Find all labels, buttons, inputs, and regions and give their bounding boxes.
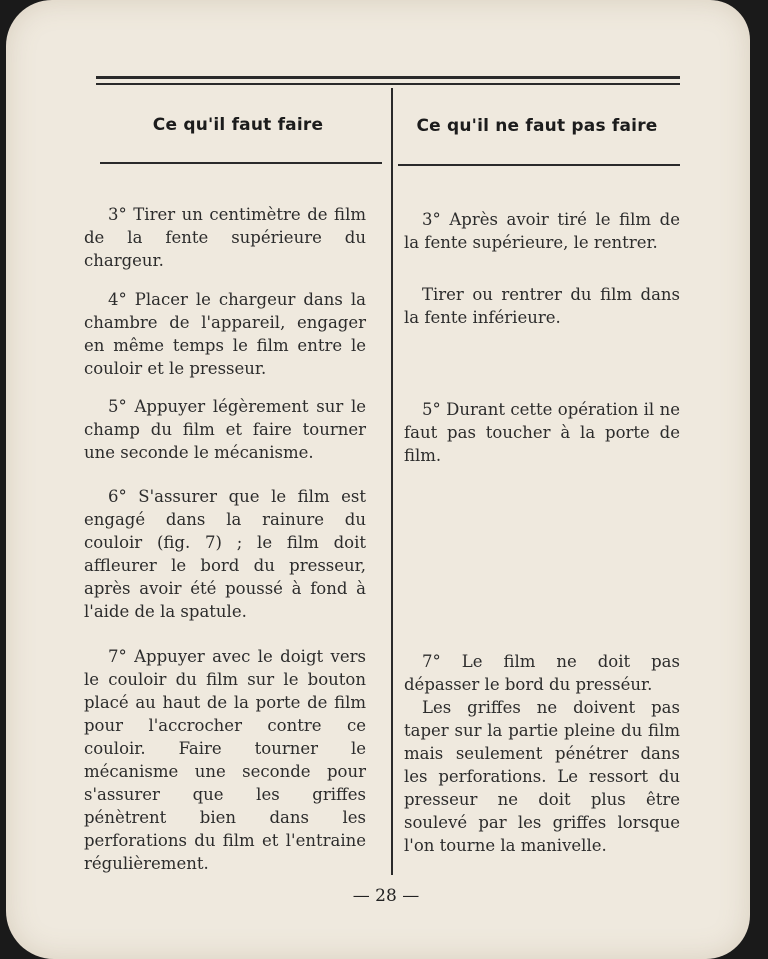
top-double-rule-lower <box>96 83 680 85</box>
left-column-heading: Ce qu'il faut faire <box>152 115 324 135</box>
right-step-7: 7° Le film ne doit pas dépasser le bord du presséur. <box>404 652 680 694</box>
left-step-6: 6° S'assurer que le film est engagé dans la rainure du couloir (fig. 7) ; le film doit affleurer le bord du presseur, après avoir été poussé à fond à l'aide de la spatule. <box>84 487 366 621</box>
left-step-5: 5° Appuyer légèrement sur le champ du film et faire tourner une seconde le mécanisme. <box>84 397 366 462</box>
right-step-3: 3° Après avoir tiré le film de la fente supérieure, le rentrer. <box>404 210 680 252</box>
left-step-4: 4° Placer le chargeur dans la chambre de l'appareil, engager en même temps le film entre le couloir et le presseur. <box>84 290 366 378</box>
column-divider <box>391 88 393 875</box>
right-step-7-note: Les griffes ne doivent pas taper sur la partie pleine du film mais seulement pénétrer dans les perforations. Le ressort du presseur ne doit plus être soulevé par les griffes lorsque l'on tourne la manivelle. <box>404 698 680 855</box>
right-heading-rule <box>398 164 680 166</box>
left-step-3: 3° Tirer un centimètre de film de la fente supérieure du chargeur. <box>84 205 366 270</box>
left-heading-rule <box>100 162 382 164</box>
left-step-7: 7° Appuyer avec le doigt vers le couloir du film sur le bouton placé au haut de la porte de film pour l'accrocher contre ce couloir. Faire tourner le mécanisme une seconde pour s'assurer que les griffes pénètrent bien dans les perforations du film et l'entraine régulièrement. <box>84 647 366 873</box>
right-column-heading: Ce qu'il ne faut pas faire <box>416 116 658 136</box>
top-double-rule-upper <box>96 76 680 79</box>
right-step-3-note: Tirer ou rentrer du film dans la fente inférieure. <box>404 285 680 327</box>
right-step-5: 5° Durant cette opération il ne faut pas toucher à la porte de film. <box>404 400 680 465</box>
page-number: — 28 — <box>352 886 420 906</box>
manual-page <box>6 0 750 959</box>
